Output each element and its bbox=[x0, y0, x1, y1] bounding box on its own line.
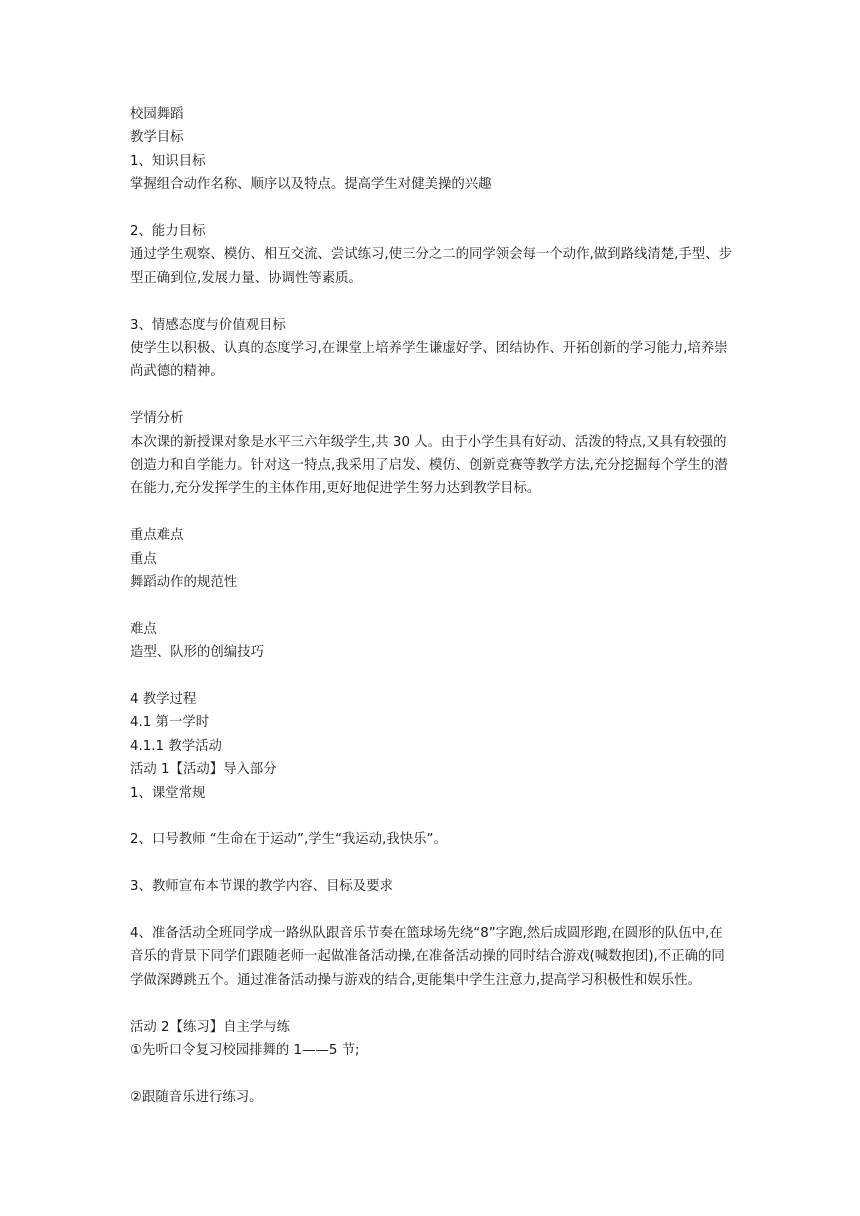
ability-goal-text: 通过学生观察、模仿、相互交流、尝试练习,使三分之二的同学领会每一个动作,做到路线清楚,手型、步型正确到位,发展力量、协调性等素质。 bbox=[130, 247, 732, 286]
paragraph-gap bbox=[130, 501, 732, 524]
activity1-item2: 2、口号教师 “生命在于运动”,学生“我运动,我快乐”。 bbox=[130, 832, 447, 848]
document-title: 校园舞蹈 bbox=[130, 107, 184, 122]
activity2-item1: ①先听口令复习校园排舞的 1——5 节; bbox=[130, 1043, 360, 1059]
focus-text: 舞蹈动作的规范性 bbox=[130, 575, 238, 591]
paragraph-gap bbox=[130, 1063, 732, 1086]
activity1-item4: 4、准备活动全班同学成一路纵队跟音乐节奏在篮球场先绕“8”字跑,然后成圆形跑,在圆形的队伍中,在音乐的背景下同学们跟随老师一起做准备活动操,在准备活动操的同时结合游戏(喊数抱团),不正确的同学做深蹲跳五个。通过准备活动操与游戏的结合,更能集中学生注意力,提高学习积极性和娱乐性。 bbox=[130, 926, 725, 988]
focus-label: 重点 bbox=[130, 551, 157, 567]
activity1-item1: 1、课堂常规 bbox=[130, 785, 206, 801]
knowledge-goal-heading: 1、知识目标 bbox=[130, 153, 206, 169]
activity2-item2: ②跟随音乐进行练习。 bbox=[130, 1089, 263, 1105]
paragraph-gap bbox=[130, 852, 732, 875]
activities-heading: 4.1.1 教学活动 bbox=[130, 738, 222, 754]
key-points-heading: 重点难点 bbox=[130, 528, 184, 544]
emotion-goal-text: 使学生以积极、认真的态度学习,在课堂上培养学生谦虚好学、团结协作、开拓创新的学习能力,培养崇尚武德的精神。 bbox=[130, 341, 728, 380]
activity1-item3: 3、教师宣布本节课的教学内容、目标及要求 bbox=[130, 879, 393, 895]
paragraph-gap bbox=[130, 197, 732, 220]
analysis-heading: 学情分析 bbox=[130, 411, 184, 427]
process-heading: 4 教学过程 bbox=[130, 692, 197, 708]
difficulty-label: 难点 bbox=[130, 621, 157, 637]
goals-heading: 教学目标 bbox=[130, 130, 184, 146]
paragraph-gap bbox=[130, 899, 732, 922]
activity2-heading: 活动 2【练习】自主学与练 bbox=[130, 1019, 291, 1035]
lesson-heading: 4.1 第一学时 bbox=[130, 715, 210, 731]
document-body bbox=[130, 103, 732, 1109]
activity1-heading: 活动 1【活动】导入部分 bbox=[130, 762, 277, 778]
analysis-text: 本次课的新授课对象是水平三六年级学生,共 30 人。由于小学生具有好动、活泼的特点,又具有较强的创造力和自学能力。针对这一特点,我采用了启发、模仿、创新竞赛等教学方法,充分挖掘每个学生的潜在能力,充分发挥学生的主体作用,更好地促进学生努力达到教学目标。 bbox=[130, 434, 728, 497]
knowledge-goal-text: 掌握组合动作名称、顺序以及特点。提高学生对健美操的兴趣 bbox=[130, 177, 492, 193]
paragraph-gap bbox=[130, 290, 732, 313]
paragraph-gap bbox=[130, 665, 732, 688]
paragraph-gap bbox=[130, 805, 732, 828]
paragraph-gap bbox=[130, 384, 732, 407]
paragraph-gap bbox=[130, 992, 732, 1015]
emotion-goal-heading: 3、情感态度与价值观目标 bbox=[130, 317, 286, 333]
ability-goal-heading: 2、能力目标 bbox=[130, 224, 206, 240]
difficulty-text: 造型、队形的创编技巧 bbox=[130, 645, 264, 661]
paragraph-gap bbox=[130, 594, 732, 617]
